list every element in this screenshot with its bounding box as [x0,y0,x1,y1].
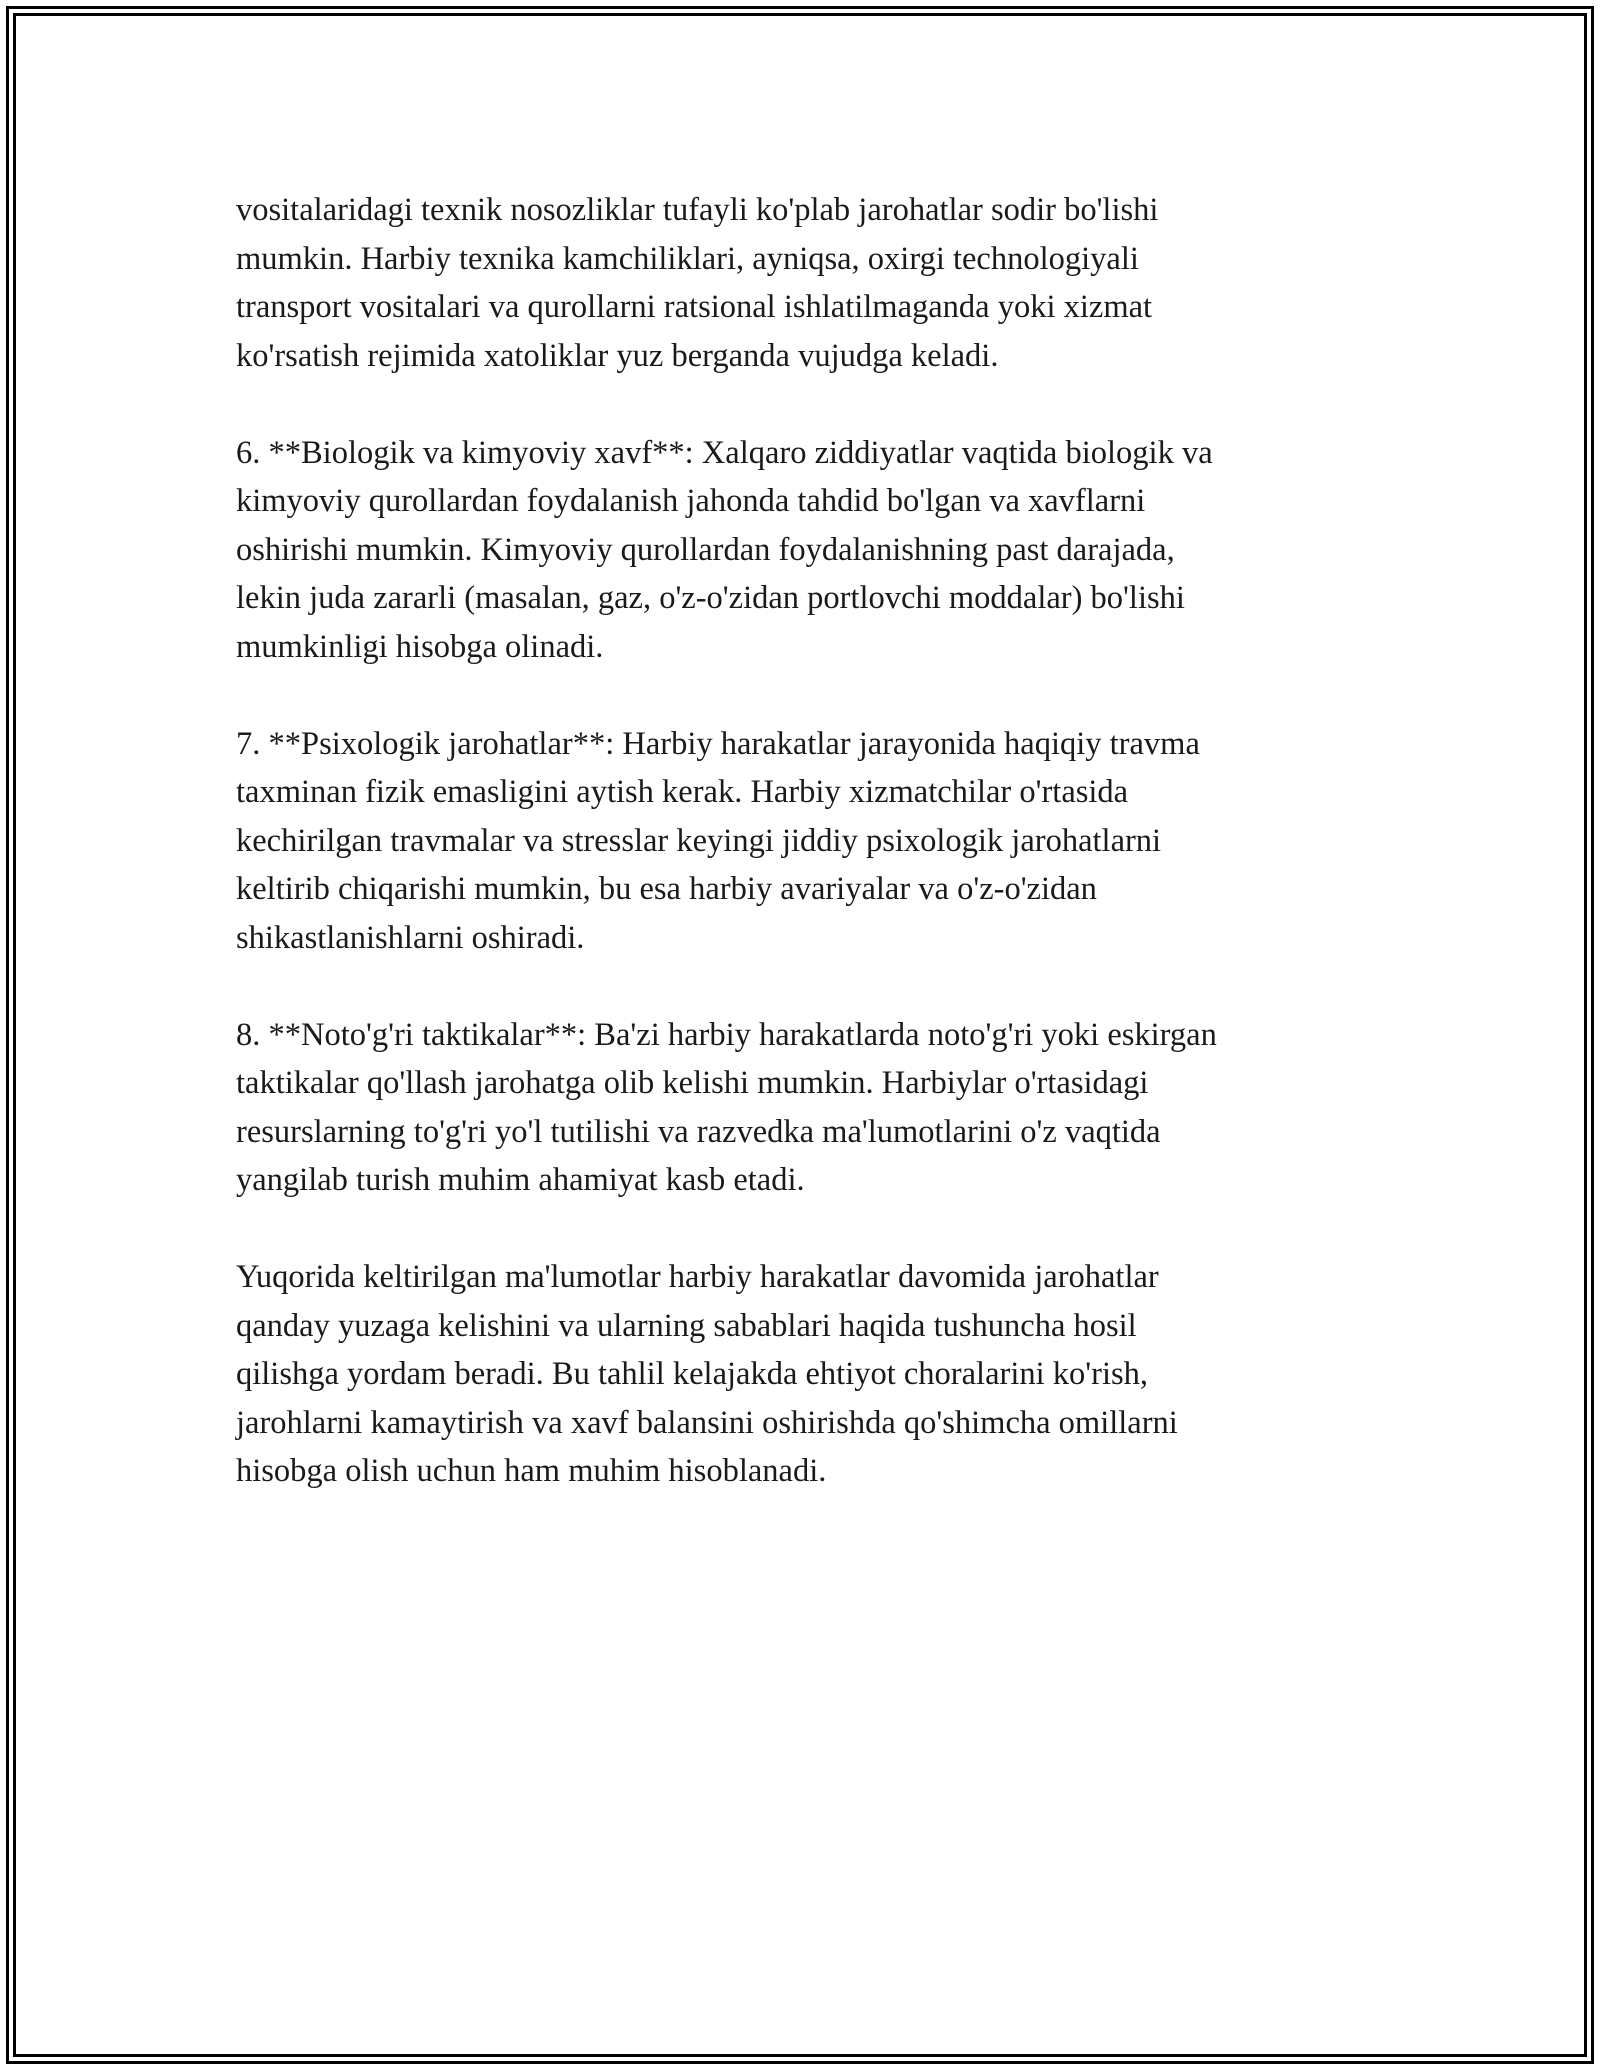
text-line: taktikalar qo'llash jarohatga olib kelishi mumkin. Harbiylar o'rtasidagi [236,1065,1149,1101]
text-line: jarohlarni kamaytirish va xavf balansini oshirishda qo'shimcha omillarni [236,1404,1178,1441]
text-line: taxminan fizik emasligini aytish kerak. Harbiy xizmatchilar o'rtasida [236,774,1129,810]
text-line: resurslarning to'g'ri yo'l tutilishi va razvedka ma'lumotlarini o'z vaqtida [236,1113,1161,1150]
text-line: yangilab turish muhim ahamiyat kasb etadi. [236,1162,805,1198]
text-line: mumkinligi hisobga olinadi. [236,628,604,665]
text-line: transport vositalari va qurollarni ratsional ishlatilmaganda yoki xizmat [236,289,1153,325]
text-line: Yuqorida keltirilgan ma'lumotlar harbiy harakatlar davomida jarohatlar [236,1259,1159,1295]
text-line: qilishga yordam beradi. Bu tahlil kelajakda ehtiyot choralarini ko'rish, [236,1356,1148,1392]
text-line: qanday yuzaga kelishini va ularning sabablari haqida tushuncha hosil [236,1307,1137,1344]
document-body [236,186,1386,1544]
text-line: 7. **Psixologik jarohatlar**: Harbiy harakatlar jarayonida haqiqiy travma [236,725,1200,762]
paragraph-item-8 [236,1011,1386,1205]
text-line: oshirishi mumkin. Kimyoviy qurollardan foydalanishning past darajada, [236,531,1175,568]
text-line: lekin juda zararli (masalan, gaz, o'z-o'zidan portlovchi moddalar) bo'lishi [236,580,1185,616]
paragraph-conclusion [236,1253,1386,1496]
text-line: shikastlanishlarni oshiradi. [236,919,585,956]
paragraph-item-7 [236,720,1386,963]
text-line: ko'rsatish rejimida xatoliklar yuz berganda vujudga keladi. [236,337,999,374]
text-line: keltirib chiqarishi mumkin, bu esa harbiy avariyalar va o'z-o'zidan [236,871,1097,907]
text-line: kechirilgan travmalar va stresslar keyingi jiddiy psixologik jarohatlarni [236,822,1162,859]
text-line: vositalaridagi texnik nosozliklar tufayli ko'plab jarohatlar sodir bo'lishi [236,192,1159,228]
text-line: hisobga olish uchun ham muhim hisoblanadi. [236,1453,827,1489]
text-line: 6. **Biologik va kimyoviy xavf**: Xalqaro ziddiyatlar vaqtida biologik va [236,434,1213,471]
paragraph-item-6 [236,429,1386,672]
text-line: kimyoviy qurollardan foydalanish jahonda tahdid bo'lgan va xavflarni [236,483,1146,519]
text-line: 8. **Noto'g'ri taktikalar**: Ba'zi harbiy harakatlarda noto'g'ri yoki eskirgan [236,1016,1217,1053]
text-line: mumkin. Harbiy texnika kamchiliklari, ayniqsa, oxirgi technologiyali [236,240,1139,277]
paragraph-equipment-faults [236,186,1386,380]
